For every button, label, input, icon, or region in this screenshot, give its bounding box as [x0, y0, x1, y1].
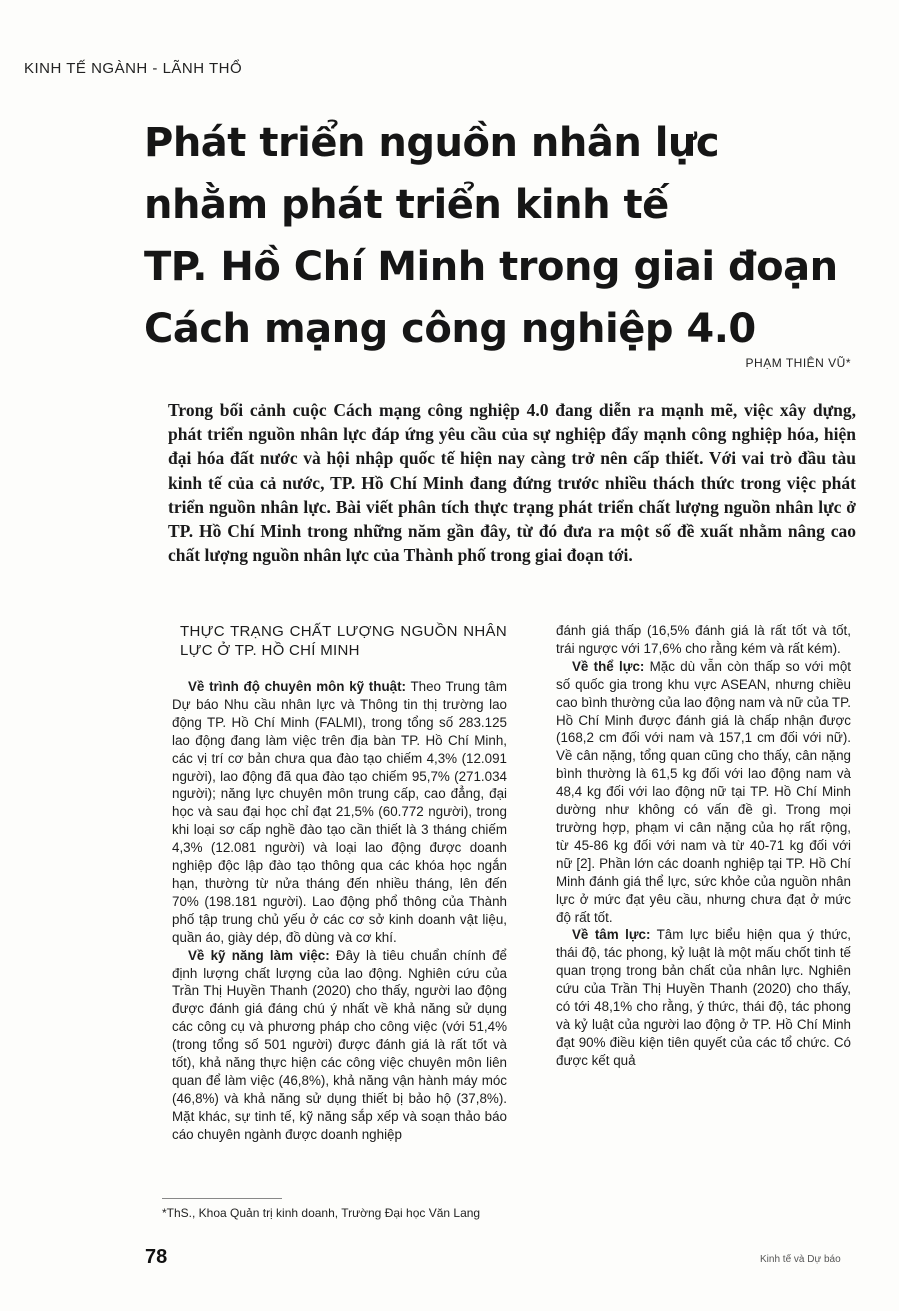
page-number: 78 — [145, 1246, 168, 1268]
section-tag: KINH TẾ NGÀNH - LÃNH THỔ — [24, 60, 243, 77]
paragraph-body: Theo Trung tâm Dự báo Nhu cầu nhân lực và Thông tin thị trường lao động TP. Hồ Chí Minh (FALMI), trong tổng số 283.125 lao động đang làm việc trên địa bàn TP. Hồ Chí Minh, các vị trí cơ bản chưa qua đào tạo chiếm 4,3% (12.091 người), lao động đã qua đào tạo chiếm 95,7% (271.034 người); năng lực chuyên môn trung cấp, cao đẳng, đại học và sau đại học chỉ đạt 21,5% (60.772 người), trong khi loại sơ cấp nghề đào tạo cần thiết là 3 tháng chiếm 4,3% (12.081 người) và loại lao động được doanh nghiệp độc lập đào tạo thông qua các khóa học ngắn hạn, thường từ nửa tháng đến nhiều tháng, lên đến 70% (198.181 người). Lao động phổ thông của Thành phố tập trung chủ yếu ở các cơ sở kinh doanh vật liệu, quần áo, giày dép, đồ dùng và cơ khí. — [172, 679, 507, 945]
paragraph-mental — [556, 926, 851, 1069]
body-column-right — [556, 622, 851, 1070]
section-heading: THỰC TRẠNG CHẤT LƯỢNG NGUỒN NHÂN LỰC Ở TP. HỒ CHÍ MINH — [180, 623, 507, 659]
footnote-divider — [162, 1198, 282, 1199]
title-line: TP. Hồ Chí Minh trong giai đoạn — [144, 244, 838, 290]
body-column-left — [172, 622, 507, 1144]
article-title — [144, 112, 884, 360]
journal-name: Kinh tế và Dự báo — [760, 1254, 841, 1265]
paragraph-lead: Về tâm lực: — [572, 927, 651, 943]
title-line: Cách mạng công nghiệp 4.0 — [144, 306, 756, 352]
footnote: *ThS., Khoa Quản trị kinh doanh, Trường Đại học Văn Lang — [162, 1206, 481, 1220]
paragraph-skills — [172, 947, 507, 1144]
paragraph-body: Đây là tiêu chuẩn chính để định lượng chất lượng của lao động. Nghiên cứu của Trần Thị Huyền Thanh (2020) cho thấy, người lao động được đánh giá đáng chú ý nhất về khả năng sử dụng các công cụ và phương pháp cho công việc (với 51,4% (trong tổng số 501 người) được đánh giá là rất tốt và tốt), khả năng thực hiện các công việc chuyên môn liên quan để làm việc (46,8%), khả năng vận hành máy móc (46,8%) và khả năng sử dụng thiết bị bảo hộ (37,8%). Mặt khác, sự tinh tế, kỹ năng sắp xếp và soạn thảo báo cáo chuyên ngành được doanh nghiệp — [172, 947, 507, 1142]
author-byline: PHẠM THIÊN VŨ* — [745, 356, 851, 370]
paragraph-lead: Về kỹ năng làm việc: — [188, 947, 330, 963]
title-line: Phát triển nguồn nhân lực — [144, 120, 720, 166]
paragraph-physical — [556, 658, 851, 927]
title-line: nhằm phát triển kinh tế — [144, 182, 669, 228]
paragraph-body: Tâm lực biểu hiện qua ý thức, thái độ, tác phong, kỷ luật là một mấu chốt tinh tế quan trọng trong bản chất của nhân lực. Nghiên cứu của Trần Thị Huyền Thanh (2020) cho thấy, có tới 48,1% cho rằng, ý thức, thái độ, tác phong và kỷ luật của người lao động ở TP. Hồ Chí Minh đạt 90% điều kiện tiên quyết của các tổ chức. Có được kết quả — [556, 927, 851, 1068]
paragraph-body: Mặc dù vẫn còn thấp so với một số quốc gia trong khu vực ASEAN, nhưng chiều cao bình thường của lao động nam và nữ của TP. Hồ Chí Minh được đánh giá là chấp nhận được (168,2 cm đối với nam và 157,1 cm đối với nữ). Về cân nặng, tổng quan cũng cho thấy, cân nặng bình thường là 61,5 kg đối với lao động nam và 48,4 kg đối với lao động nữ tại TP. Hồ Chí Minh dường như không có vấn đề gì. Trong mọi trường hợp, phạm vi cân nặng của họ rất rộng, từ 45-86 kg đối với nam và từ 40-71 kg đối với nữ [2]. Phần lớn các doanh nghiệp tại TP. Hồ Chí Minh đánh giá thể lực, sức khỏe của nguồn nhân lực ở mức đạt yêu cầu, nhưng chưa đạt ở mức độ rất tốt. — [556, 658, 851, 925]
paragraph-qualification — [172, 678, 507, 947]
paragraph-lead: Về trình độ chuyên môn kỹ thuật: — [188, 679, 406, 694]
abstract: Trong bối cảnh cuộc Cách mạng công nghiệp 4.0 đang diễn ra mạnh mẽ, việc xây dựng, phát triển nguồn nhân lực đáp ứng yêu cầu của sự nghiệp đẩy mạnh công nghiệp hóa, hiện đại hóa đất nước và hội nhập quốc tế hiện nay càng trở nên cấp thiết. Với vai trò đầu tàu kinh tế của cả nước, TP. Hồ Chí Minh đang đứng trước nhiều thách thức trong việc phát triển nguồn nhân lực. Bài viết phân tích thực trạng phát triển chất lượng nguồn nhân lực ở TP. Hồ Chí Minh trong những năm gần đây, từ đó đưa ra một số đề xuất nhằm nâng cao chất lượng nguồn nhân lực của Thành phố trong giai đoạn tới. — [168, 400, 856, 566]
paragraph-continued: đánh giá thấp (16,5% đánh giá là rất tốt và tốt, trái ngược với 17,6% cho rằng kém và rất kém). — [556, 623, 851, 656]
paragraph-lead: Về thể lực: — [572, 658, 645, 674]
